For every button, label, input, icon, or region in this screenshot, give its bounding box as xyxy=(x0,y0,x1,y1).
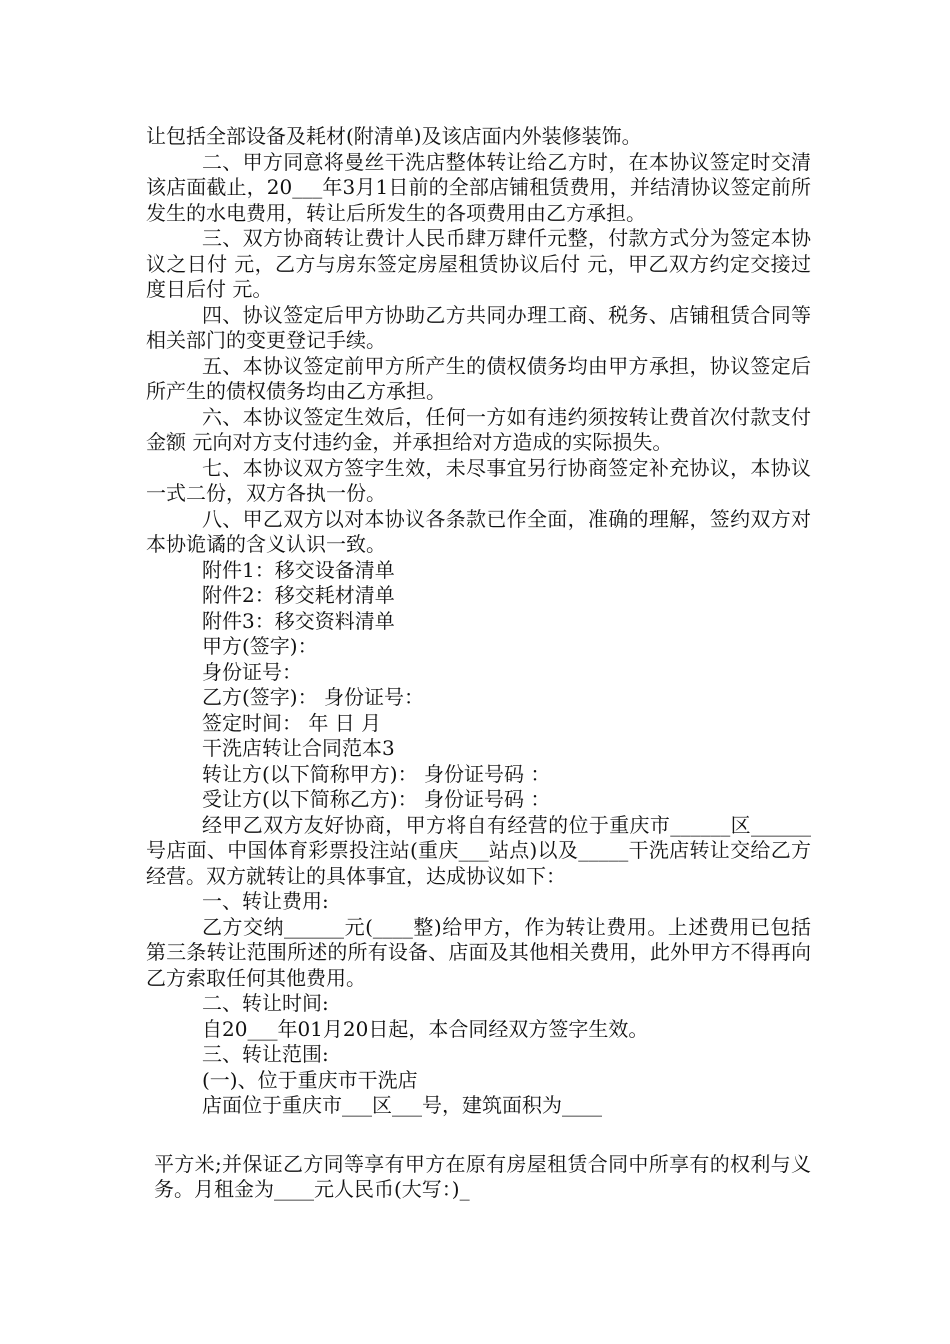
section-fee-heading: 一、转让费用: xyxy=(202,889,329,913)
signing-date: 签定时间： 年 日 月 xyxy=(202,710,382,735)
contract-title: 干洗店转让合同范本3 xyxy=(202,736,395,760)
clause-five: 五、本协议签定前甲方所产生的债权债务均由甲方承担，协议签定后所产生的债权债务均由乙方承担。 xyxy=(146,353,811,403)
party-b-signature: 乙方(签字)： 身份证号： xyxy=(202,685,424,709)
attachment-2: 附件2：移交耗材清单 xyxy=(202,583,395,607)
attachment-3: 附件3：移交资料清单 xyxy=(202,608,395,633)
intro-paragraph: 经甲乙双方友好协商，甲方将自有经营的位于重庆市______区______号店面、中国体育彩票投注站(重庆___站点)以及_____干洗店转让交给乙方经营。双方就转让的具体事宜，达成协议如下： xyxy=(146,812,811,888)
transferee-line: 受让方(以下简称乙方)： 身份证号码 ： xyxy=(202,787,551,811)
transferor-line: 转让方(以下简称甲方)： 身份证号码 ： xyxy=(202,761,551,786)
clause-four: 四、协议签定后甲方协助乙方共同办理工商、税务、店铺租赁合同等相关部门的变更登记手续。 xyxy=(146,302,811,352)
party-a-signature: 甲方(签字)： xyxy=(202,634,318,658)
clause-two: 二、甲方同意将曼丝干洗店整体转让给乙方时，在本协议签定时交清该店面截止，20___年3月1日前的全部店铺租赁费用，并结清协议签定前所发生的水电费用，转让后所发生的各项费用由乙方承担。 xyxy=(146,149,811,225)
party-a-id: 身份证号： xyxy=(202,659,302,684)
section-time-body: 自20___年01月20日起，本合同经双方签字生效。 xyxy=(202,1016,649,1041)
clause-seven: 七、本协议双方签字生效，未尽事宜另行协商签定补充协议，本协议一式二份，双方各执一份。 xyxy=(146,455,811,505)
attachment-1: 附件1：移交设备清单 xyxy=(202,557,395,582)
area-rent-paragraph: 平方米;并保证乙方同等享有甲方在原有房屋租赁合同中所享有的权利与义务。月租金为____元人民币(大写：)_ xyxy=(154,1151,811,1201)
section-scope-heading: 三、转让范围: xyxy=(202,1042,329,1066)
clause-eight: 八、甲乙双方以对本协议各条款已作全面，准确的理解，签约双方对本协诡谲的含义认识一致。 xyxy=(146,506,811,556)
section-fee-body: 乙方交纳______元(____整)给甲方，作为转让费用。上述费用已包括第三条转让范围所述的所有设备、店面及其他相关费用，此外甲方不得再向乙方索取任何其他费用。 xyxy=(146,914,811,990)
clause-one-continuation: 让包括全部设备及耗材(附清单)及该店面内外装修装饰。 xyxy=(146,124,642,148)
section-time-heading: 二、转让时间: xyxy=(202,991,329,1015)
clause-six: 六、本协议签定生效后，任何一方如有违约须按转让费首次付款支付金额 元向对方支付违约金，并承担给对方造成的实际损失。 xyxy=(146,404,811,454)
document-body xyxy=(146,124,811,1203)
blank-gap xyxy=(146,1119,811,1152)
section-scope-item-1: (一)、位于重庆市干洗店 xyxy=(202,1067,418,1092)
store-location-line: 店面位于重庆市___区___号，建筑面积为____ xyxy=(202,1093,602,1117)
clause-three: 三、双方协商转让费计人民币肆万肆仟元整，付款方式分为签定本协议之日付 元，乙方与房东签定房屋租赁协议后付 元，甲乙双方约定交接过度日后付 元。 xyxy=(146,226,811,301)
